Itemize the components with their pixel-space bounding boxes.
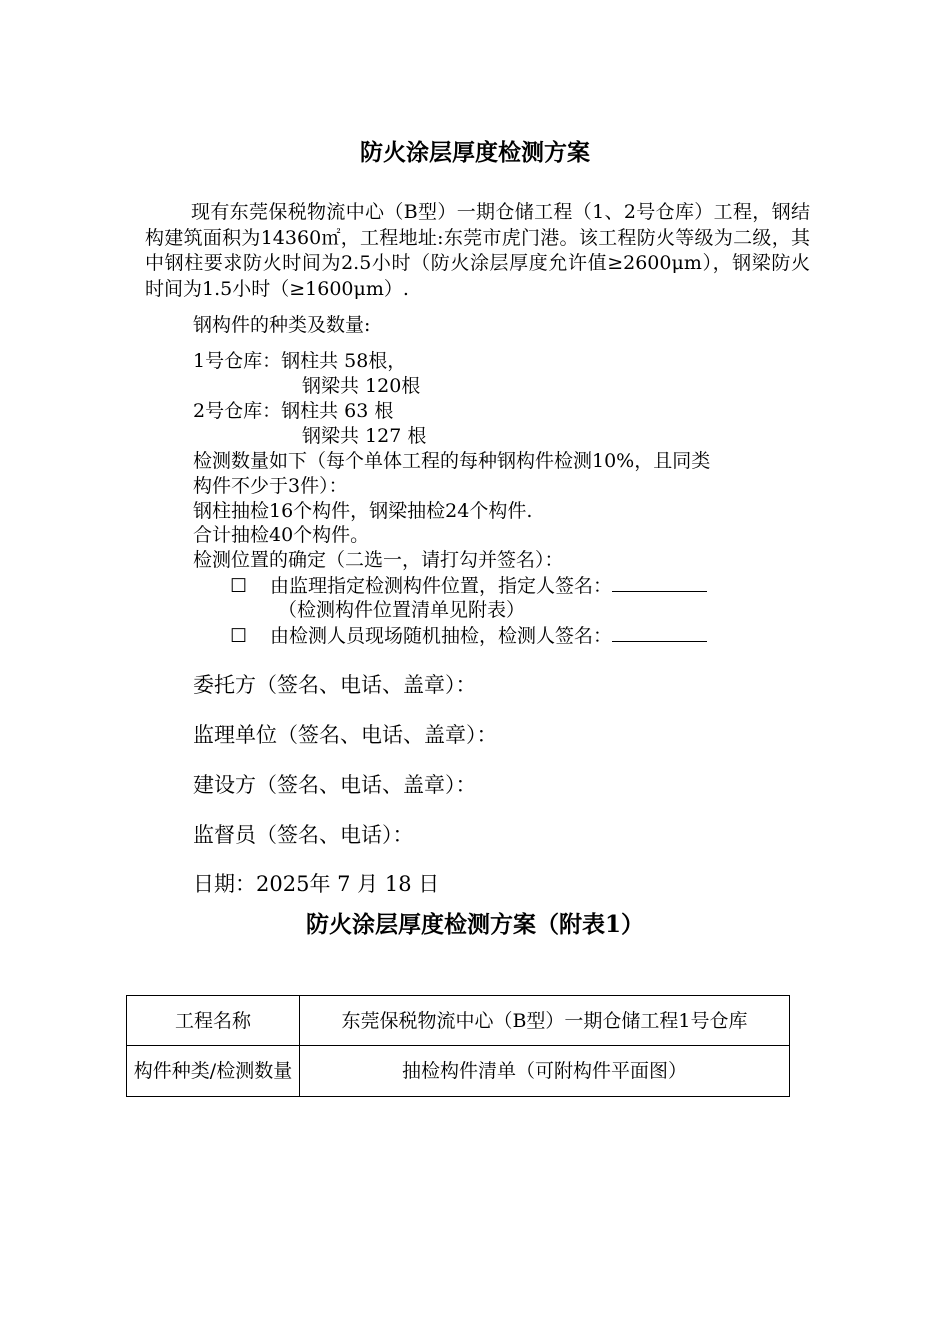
supervisor-signature-line: 监理单位（签名、电话、盖章）： (193, 723, 498, 747)
table-row (127, 1046, 790, 1097)
warehouse-1-beams: 钢梁共 120根 (302, 375, 421, 397)
intro-paragraph: 现有东莞保税物流中心（B型）一期仓储工程（1、2号仓库）工程，钢结构建筑面积为14360㎡，工程地址:东莞市虎门港。该工程防火等级为二级，其中钢柱要求防火时间为2.5小时（防火涂层厚度允许值≥2600μm），钢梁防火时间为1.5小时（≥1600μm）. (145, 201, 810, 300)
option-2-label: 由检测人员现场随机抽检，检测人签名： (270, 625, 613, 647)
option-1-signature-blank[interactable] (612, 573, 707, 592)
option-2-signature-blank[interactable] (612, 623, 707, 642)
warehouse-1-columns: 1号仓库：钢柱共 58根， (193, 350, 407, 372)
option-2-checkbox[interactable]: ☐ (230, 625, 248, 647)
option-1-label: 由监理指定检测构件位置，指定人签名： (270, 575, 613, 597)
option-1-note: （检测构件位置清单见附表） (278, 599, 526, 621)
sample-line: 钢柱抽检16个构件，钢梁抽检24个构件. (193, 500, 533, 522)
project-name-value: 东莞保税物流中心（B型）一期仓储工程1号仓库 (300, 996, 790, 1046)
position-heading: 检测位置的确定（二选一，请打勾并签名）： (193, 549, 564, 571)
quantity-line-2: 构件不少于3件）： (193, 475, 348, 497)
document-title: 防火涂层厚度检测方案 (360, 139, 590, 166)
component-type-label: 构件种类/检测数量 (127, 1046, 300, 1097)
option-2-row (230, 623, 707, 649)
appendix-table (126, 995, 790, 1097)
warehouse-2-beams: 钢梁共 127 根 (302, 425, 427, 447)
sample-list-value: 抽检构件清单（可附构件平面图） (300, 1046, 790, 1097)
appendix-title: 防火涂层厚度检测方案（附表1） (305, 911, 644, 938)
option-1-row (230, 573, 707, 599)
total-line: 合计抽检40个构件。 (193, 524, 370, 546)
component-types-heading: 钢构件的种类及数量: (193, 314, 371, 336)
warehouse-2-columns: 2号仓库：钢柱共 63 根 (193, 400, 394, 422)
date-line: 日期：2025年 7 月 18 日 (193, 872, 440, 896)
option-1-checkbox[interactable]: ☐ (230, 575, 248, 597)
project-name-label: 工程名称 (127, 996, 300, 1046)
table-row (127, 996, 790, 1046)
inspector-signature-line: 监督员（签名、电话）： (193, 823, 414, 847)
builder-signature-line: 建设方（签名、电话、盖章）： (193, 773, 477, 797)
client-signature-line: 委托方（签名、电话、盖章）： (193, 673, 477, 697)
quantity-line-1: 检测数量如下（每个单体工程的每种钢构件检测10%，且同类 (193, 450, 711, 472)
